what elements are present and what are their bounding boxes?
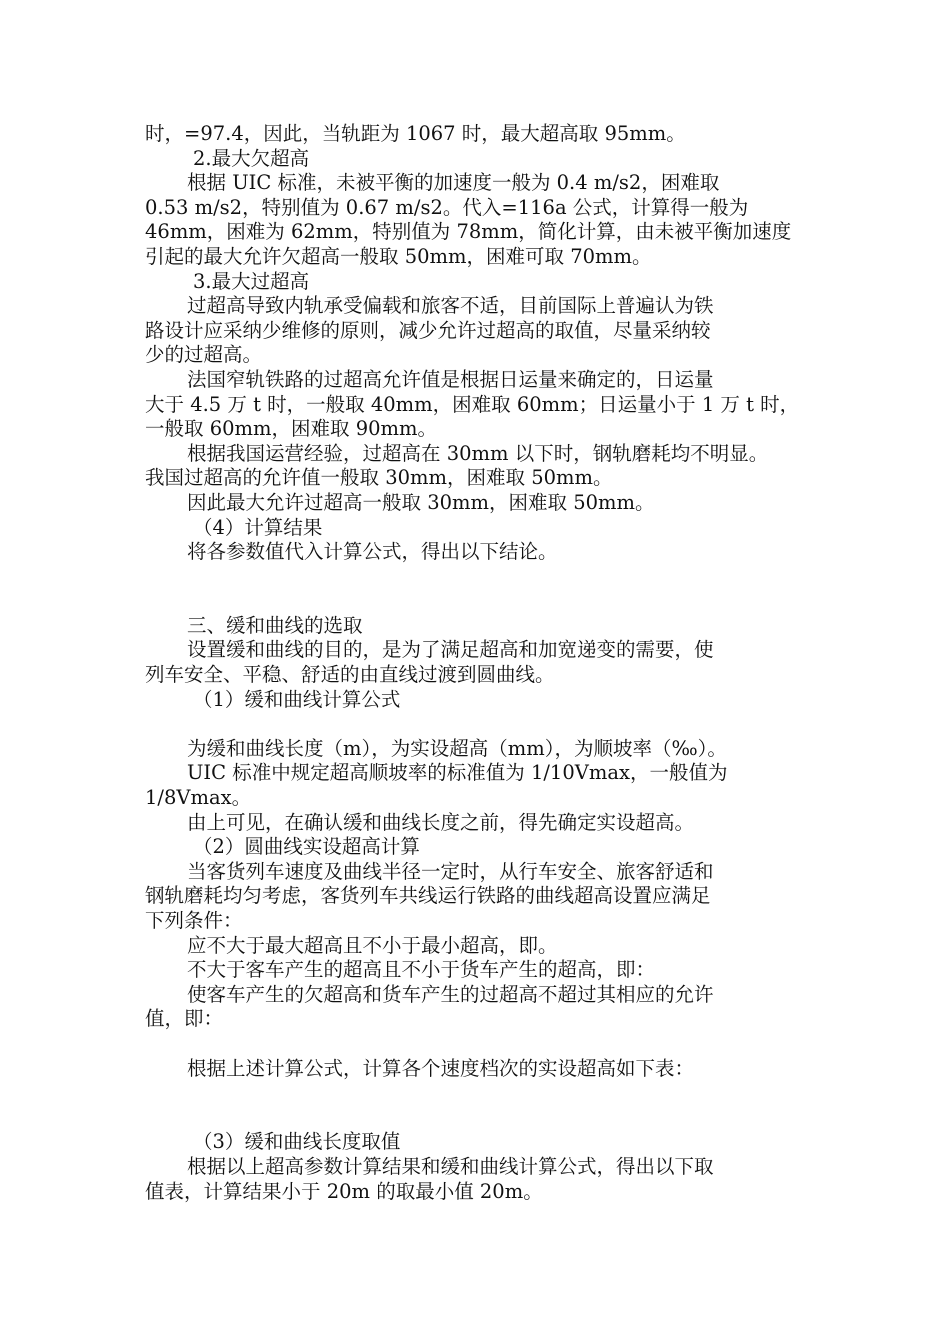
text-line: 列车安全、平稳、舒适的由直线过渡到圆曲线。 xyxy=(145,663,555,687)
text-line: 三、缓和曲线的选取 xyxy=(187,613,363,637)
text-line: 46mm，困难为 62mm，特别值为 78mm，简化计算，由未被平衡加速度 xyxy=(145,220,792,244)
text-line: 大于 4.5 万 t 时，一般取 40mm，困难取 60mm；日运量小于 1 万 t 时， xyxy=(145,392,800,416)
text-line: 应不大于最大超高且不小于最小超高，即。 xyxy=(187,933,558,957)
text-line: 0.53 m/s2，特别值为 0.67 m/s2。代入=116a 公式，计算得一般为 xyxy=(145,195,749,219)
text-line: 使客车产生的欠超高和货车产生的过超高不超过其相应的允许 xyxy=(187,982,714,1006)
text-line: 根据我国运营经验，过超高在 30mm 以下时，钢轨磨耗均不明显。 xyxy=(187,441,769,465)
text-line: 当客货列车速度及曲线半径一定时，从行车安全、旅客舒适和 xyxy=(187,859,714,883)
text-line: 设置缓和曲线的目的，是为了满足超高和加宽递变的需要，使 xyxy=(187,638,714,662)
text-line: 一般取 60mm，困难取 90mm。 xyxy=(145,417,437,441)
text-line: 将各参数值代入计算公式，得出以下结论。 xyxy=(187,540,558,564)
text-line: 3.最大过超高 xyxy=(193,269,310,293)
blank-line xyxy=(145,589,825,614)
text-line: （3）缓和曲线长度取值 xyxy=(193,1130,401,1154)
text-line: UIC 标准中规定超高顺坡率的标准值为 1/10Vmax，一般值为 xyxy=(187,761,728,785)
text-line: 不大于客车产生的超高且不小于货车产生的超高，即： xyxy=(187,958,656,982)
text-line: 2.最大欠超高 xyxy=(193,146,310,170)
text-line: 值，即： xyxy=(145,1007,224,1031)
blank-line xyxy=(145,1106,825,1131)
text-line: 钢轨磨耗均匀考虑，客货列车共线运行铁路的曲线超高设置应满足 xyxy=(145,884,711,908)
text-line: 根据 UIC 标准，未被平衡的加速度一般为 0.4 m/s2，困难取 xyxy=(187,171,720,195)
text-line: 时，=97.4，因此，当轨距为 1067 时，最大超高取 95mm。 xyxy=(145,122,686,145)
text-line: 因此最大允许过超高一般取 30mm，困难取 50mm。 xyxy=(187,490,655,514)
blank-line xyxy=(145,1081,825,1106)
text-line: 由上可见，在确认缓和曲线长度之前，得先确定实设超高。 xyxy=(187,810,695,834)
text-line: 我国过超高的允许值一般取 30mm，困难取 50mm。 xyxy=(145,466,613,490)
text-line: 下列条件： xyxy=(145,909,243,932)
text-line: （1）缓和曲线计算公式 xyxy=(193,687,401,711)
blank-line xyxy=(145,565,825,590)
blank-line xyxy=(145,1032,825,1057)
text-line: 1/8Vmax。 xyxy=(145,786,252,810)
text-line: 法国窄轨铁路的过超高允许值是根据日运量来确定的，日运量 xyxy=(187,367,714,391)
text-line: 过超高导致内轨承受偏载和旅客不适，目前国际上普遍认为铁 xyxy=(187,294,714,318)
text-line: 引起的最大允许欠超高一般取 50mm，困难可取 70mm。 xyxy=(145,244,652,268)
text-line: （4）计算结果 xyxy=(193,515,323,539)
text-line: 路设计应采纳少维修的原则，减少允许过超高的取值，尽量采纳较 xyxy=(145,318,711,342)
text-line: （2）圆曲线实设超高计算 xyxy=(193,835,420,859)
text-line: 根据上述计算公式，计算各个速度档次的实设超高如下表： xyxy=(187,1056,695,1080)
text-line: 根据以上超高参数计算结果和缓和曲线计算公式，得出以下取 xyxy=(187,1154,714,1178)
blank-line xyxy=(145,712,825,737)
text-line: 值表，计算结果小于 20m 的取最小值 20m。 xyxy=(145,1179,543,1203)
text-line: 为缓和曲线长度（m），为实设超高（mm），为顺坡率（‰）。 xyxy=(187,736,727,760)
document-page xyxy=(145,122,825,1204)
text-line: 少的过超高。 xyxy=(145,343,263,367)
